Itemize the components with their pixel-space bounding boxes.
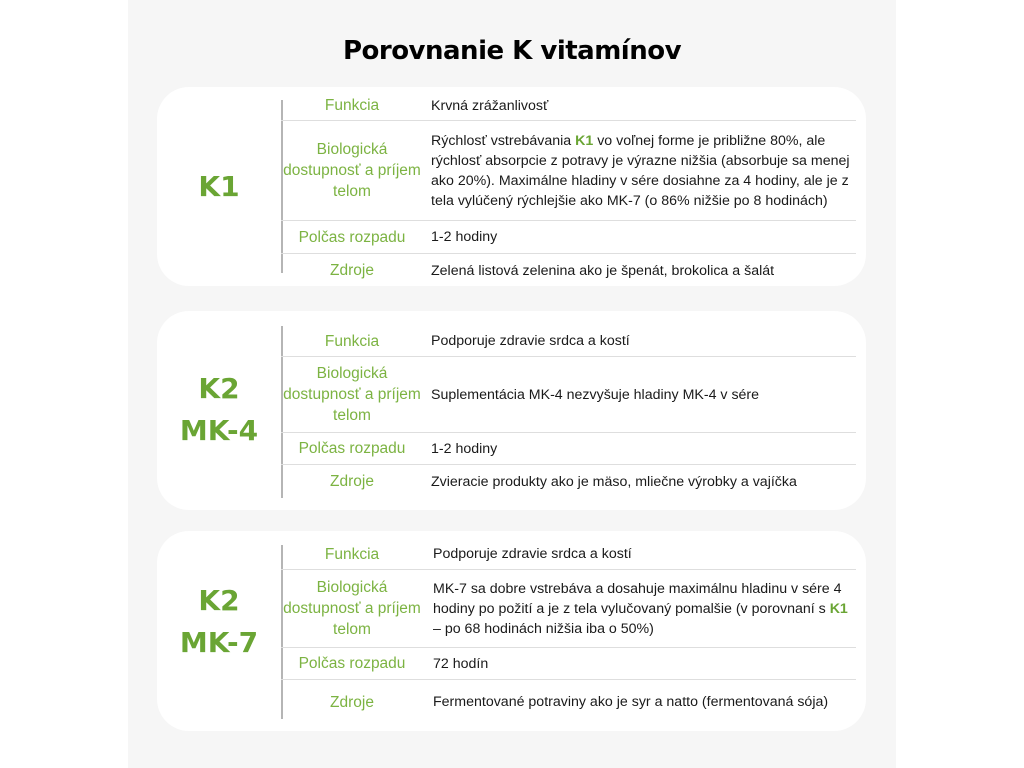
row-label: Funkcia bbox=[324, 332, 380, 350]
row-label: Funkcia bbox=[324, 545, 380, 563]
row-value: Zelená listová zelenina ako je špenát, brokolica a šalát bbox=[431, 262, 775, 279]
vitamin-label bbox=[157, 368, 281, 452]
vitamin-label-line1: K1 bbox=[198, 170, 240, 203]
value-text: vo voľnej forme je približne 80%, ale rýchlosť absorpcie z potravy je výrazne nižšia (absorbuje sa menej ako 20%). Maximálne hladiny v sére dosiahne za 4 hodiny, ale je z tela vylúčený rýchlejšie ako MK-7 (o 86% nižšie po 8 hodinách) bbox=[431, 132, 850, 209]
row-value: Fermentované potraviny ako je syr a natto (fermentovaná sója) bbox=[433, 694, 829, 710]
vitamin-label bbox=[157, 580, 281, 664]
value-text: – po 68 hodinách nižšia iba o 50%) bbox=[433, 620, 654, 637]
row-label: Biologická dostupnosť a príjem telom bbox=[283, 141, 421, 200]
card-k1 bbox=[157, 87, 866, 286]
row-label: Biologická dostupnosť a príjem telom bbox=[283, 365, 421, 424]
table-row-funkcia bbox=[281, 539, 856, 569]
card-k2-mk7 bbox=[157, 531, 866, 731]
table-row-sources bbox=[281, 253, 856, 287]
table-row-half-life bbox=[281, 220, 856, 253]
row-value: Podporuje zdravie srdca a kostí bbox=[431, 333, 630, 349]
table-row-half-life bbox=[281, 432, 856, 464]
row-label: Biologická dostupnosť a príjem telom bbox=[283, 579, 421, 638]
row-value: Krvná zrážanlivosť bbox=[431, 97, 549, 114]
value-text: MK-7 sa dobre vstrebáva a dosahuje maximálnu hladinu v sére 4 hodiny po požití a je z tela vylučovaný pomalšie (v porovnaní s bbox=[433, 580, 842, 617]
row-value: 1-2 hodiny bbox=[431, 229, 498, 245]
table-row-sources bbox=[281, 679, 856, 724]
row-label: Funkcia bbox=[324, 97, 380, 114]
vitamin-label-line2: MK-7 bbox=[179, 626, 259, 659]
table-row-bioavailability bbox=[281, 569, 856, 647]
table-row-bioavailability bbox=[281, 120, 856, 220]
row-value bbox=[423, 579, 856, 639]
row-value: 72 hodín bbox=[433, 655, 489, 672]
highlight-k1: K1 bbox=[575, 132, 594, 149]
row-label: Polčas rozpadu bbox=[298, 228, 406, 246]
table-row-bioavailability bbox=[281, 356, 856, 432]
row-value: Podporuje zdravie srdca a kostí bbox=[433, 546, 632, 562]
value-text: Rýchlosť vstrebávania bbox=[431, 132, 576, 149]
vitamin-label-line2: MK-4 bbox=[179, 414, 259, 447]
vitamin-label bbox=[157, 166, 281, 208]
row-label: Zdroje bbox=[330, 262, 374, 279]
row-label: Polčas rozpadu bbox=[298, 440, 406, 457]
row-value bbox=[423, 131, 856, 211]
highlight-k1: K1 bbox=[829, 600, 848, 617]
card-k2-mk4 bbox=[157, 311, 866, 510]
row-value: Suplementácia MK-4 nezvyšuje hladiny MK-4 v sére bbox=[431, 386, 760, 403]
row-label: Zdroje bbox=[330, 693, 374, 711]
table-row-half-life bbox=[281, 647, 856, 679]
row-label: Zdroje bbox=[330, 473, 374, 490]
vitamin-label-line1: K2 bbox=[198, 584, 240, 617]
row-value: 1-2 hodiny bbox=[431, 440, 498, 457]
table-row-sources bbox=[281, 464, 856, 498]
row-value: Zvieracie produkty ako je mäso, mliečne výrobky a vajíčka bbox=[431, 473, 797, 490]
vitamin-label-line1: K2 bbox=[198, 372, 240, 405]
page-title: Porovnanie K vitamínov bbox=[342, 36, 682, 66]
table-row-funkcia bbox=[281, 91, 856, 120]
row-label: Polčas rozpadu bbox=[298, 655, 406, 672]
table-row-funkcia bbox=[281, 326, 856, 356]
